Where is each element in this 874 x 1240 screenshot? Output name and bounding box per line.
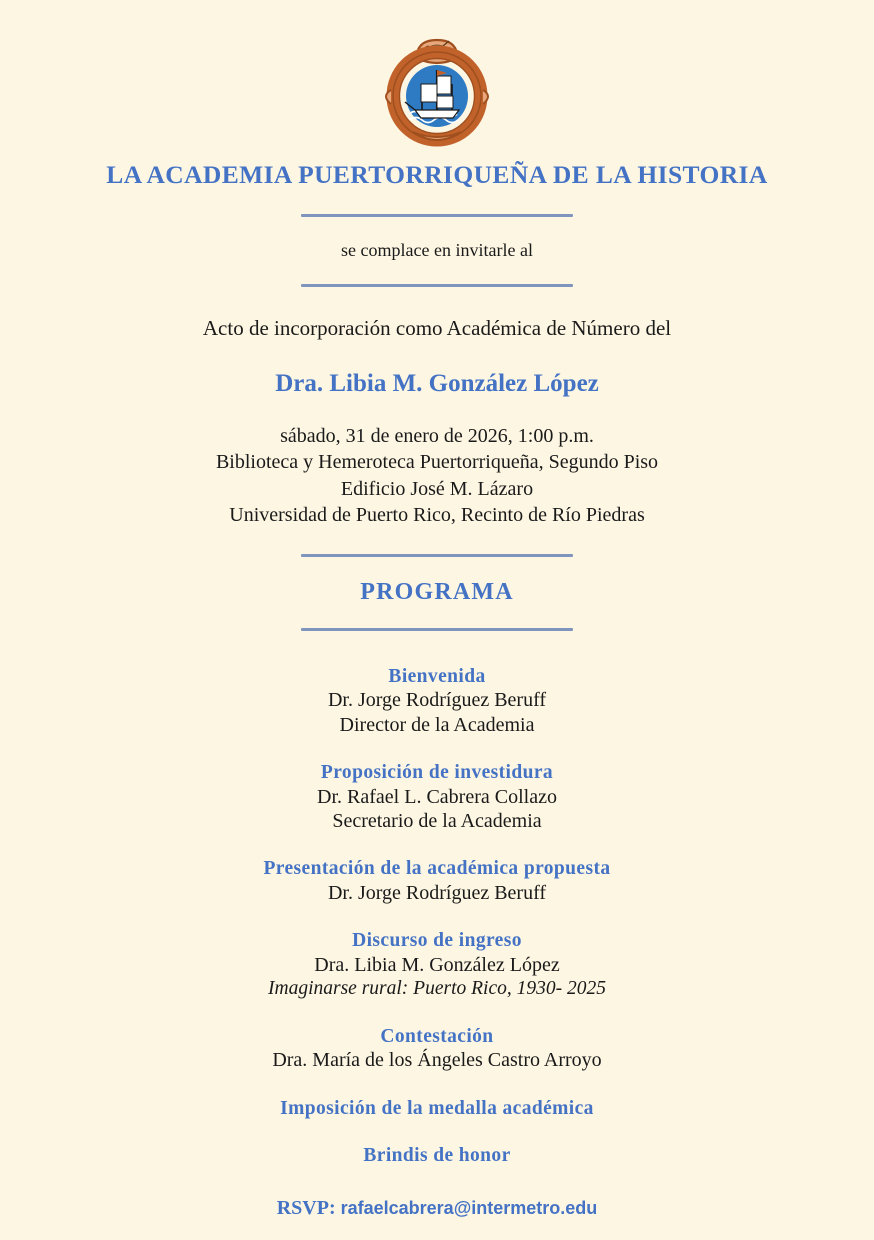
program-item: [0, 665, 874, 737]
program-item-title: Proposición de investidura: [320, 762, 554, 784]
program-item: [0, 1025, 874, 1073]
program-item-title: Discurso de ingreso: [352, 930, 522, 952]
program-item-role: Secretario de la Academia: [332, 810, 542, 833]
program-item-subtitle: Imaginarse rural: Puerto Rico, 1930- 2025: [268, 977, 606, 999]
event-venue: Biblioteca y Hemeroteca Puertorriqueña, Segundo Piso: [215, 451, 659, 474]
program-heading: PROGRAMA: [360, 579, 514, 606]
rsvp-email[interactable]: rafaelcabrera@intermetro.edu: [340, 1198, 598, 1219]
program-item: [0, 1144, 874, 1167]
program-item-title: Brindis de honor: [363, 1144, 511, 1166]
program-item-person: Dr. Rafael L. Cabrera Collazo: [317, 785, 557, 808]
program-list: [0, 665, 874, 1167]
divider-rule-3: [301, 554, 573, 557]
program-item: [0, 929, 874, 1001]
academy-seal-icon: [377, 32, 497, 147]
honoree-name: Dra. Libia M. González López: [275, 369, 599, 397]
program-item-person: Dr. Jorge Rodríguez Beruff: [327, 881, 547, 904]
divider-rule-2: [301, 284, 573, 287]
program-item-person: Dra. María de los Ángeles Castro Arroyo: [272, 1049, 602, 1072]
program-item-person: Dra. Libia M. González López: [314, 953, 560, 976]
program-item-role: Director de la Academia: [339, 713, 535, 736]
program-item-title: Bienvenida: [388, 666, 486, 688]
divider-rule-4: [301, 628, 573, 631]
program-item: [0, 1097, 874, 1120]
act-description: Acto de incorporación como Académica de Número del: [202, 316, 672, 341]
program-item: [0, 857, 874, 905]
invitation-line: se complace en invitarle al: [341, 240, 533, 261]
page-title: LA ACADEMIA PUERTORRIQUEÑA DE LA HISTORIA: [106, 160, 768, 189]
program-item-title: Contestación: [380, 1025, 494, 1047]
program-item-title: Imposición de la medalla académica: [280, 1097, 594, 1119]
event-building: Edificio José M. Lázaro: [340, 477, 534, 500]
program-item: [0, 761, 874, 833]
program-item-person: Dr. Jorge Rodríguez Beruff: [327, 689, 547, 712]
rsvp-label: RSVP:: [276, 1197, 336, 1220]
event-institution: Universidad de Puerto Rico, Recinto de Río Piedras: [229, 504, 645, 527]
program-item-title: Presentación de la académica propuesta: [263, 858, 611, 880]
rsvp-line: [277, 1197, 598, 1220]
event-details: [216, 423, 658, 529]
divider-rule-1: [301, 214, 573, 217]
event-datetime: sábado, 31 de enero de 2026, 1:00 p.m.: [280, 424, 594, 447]
